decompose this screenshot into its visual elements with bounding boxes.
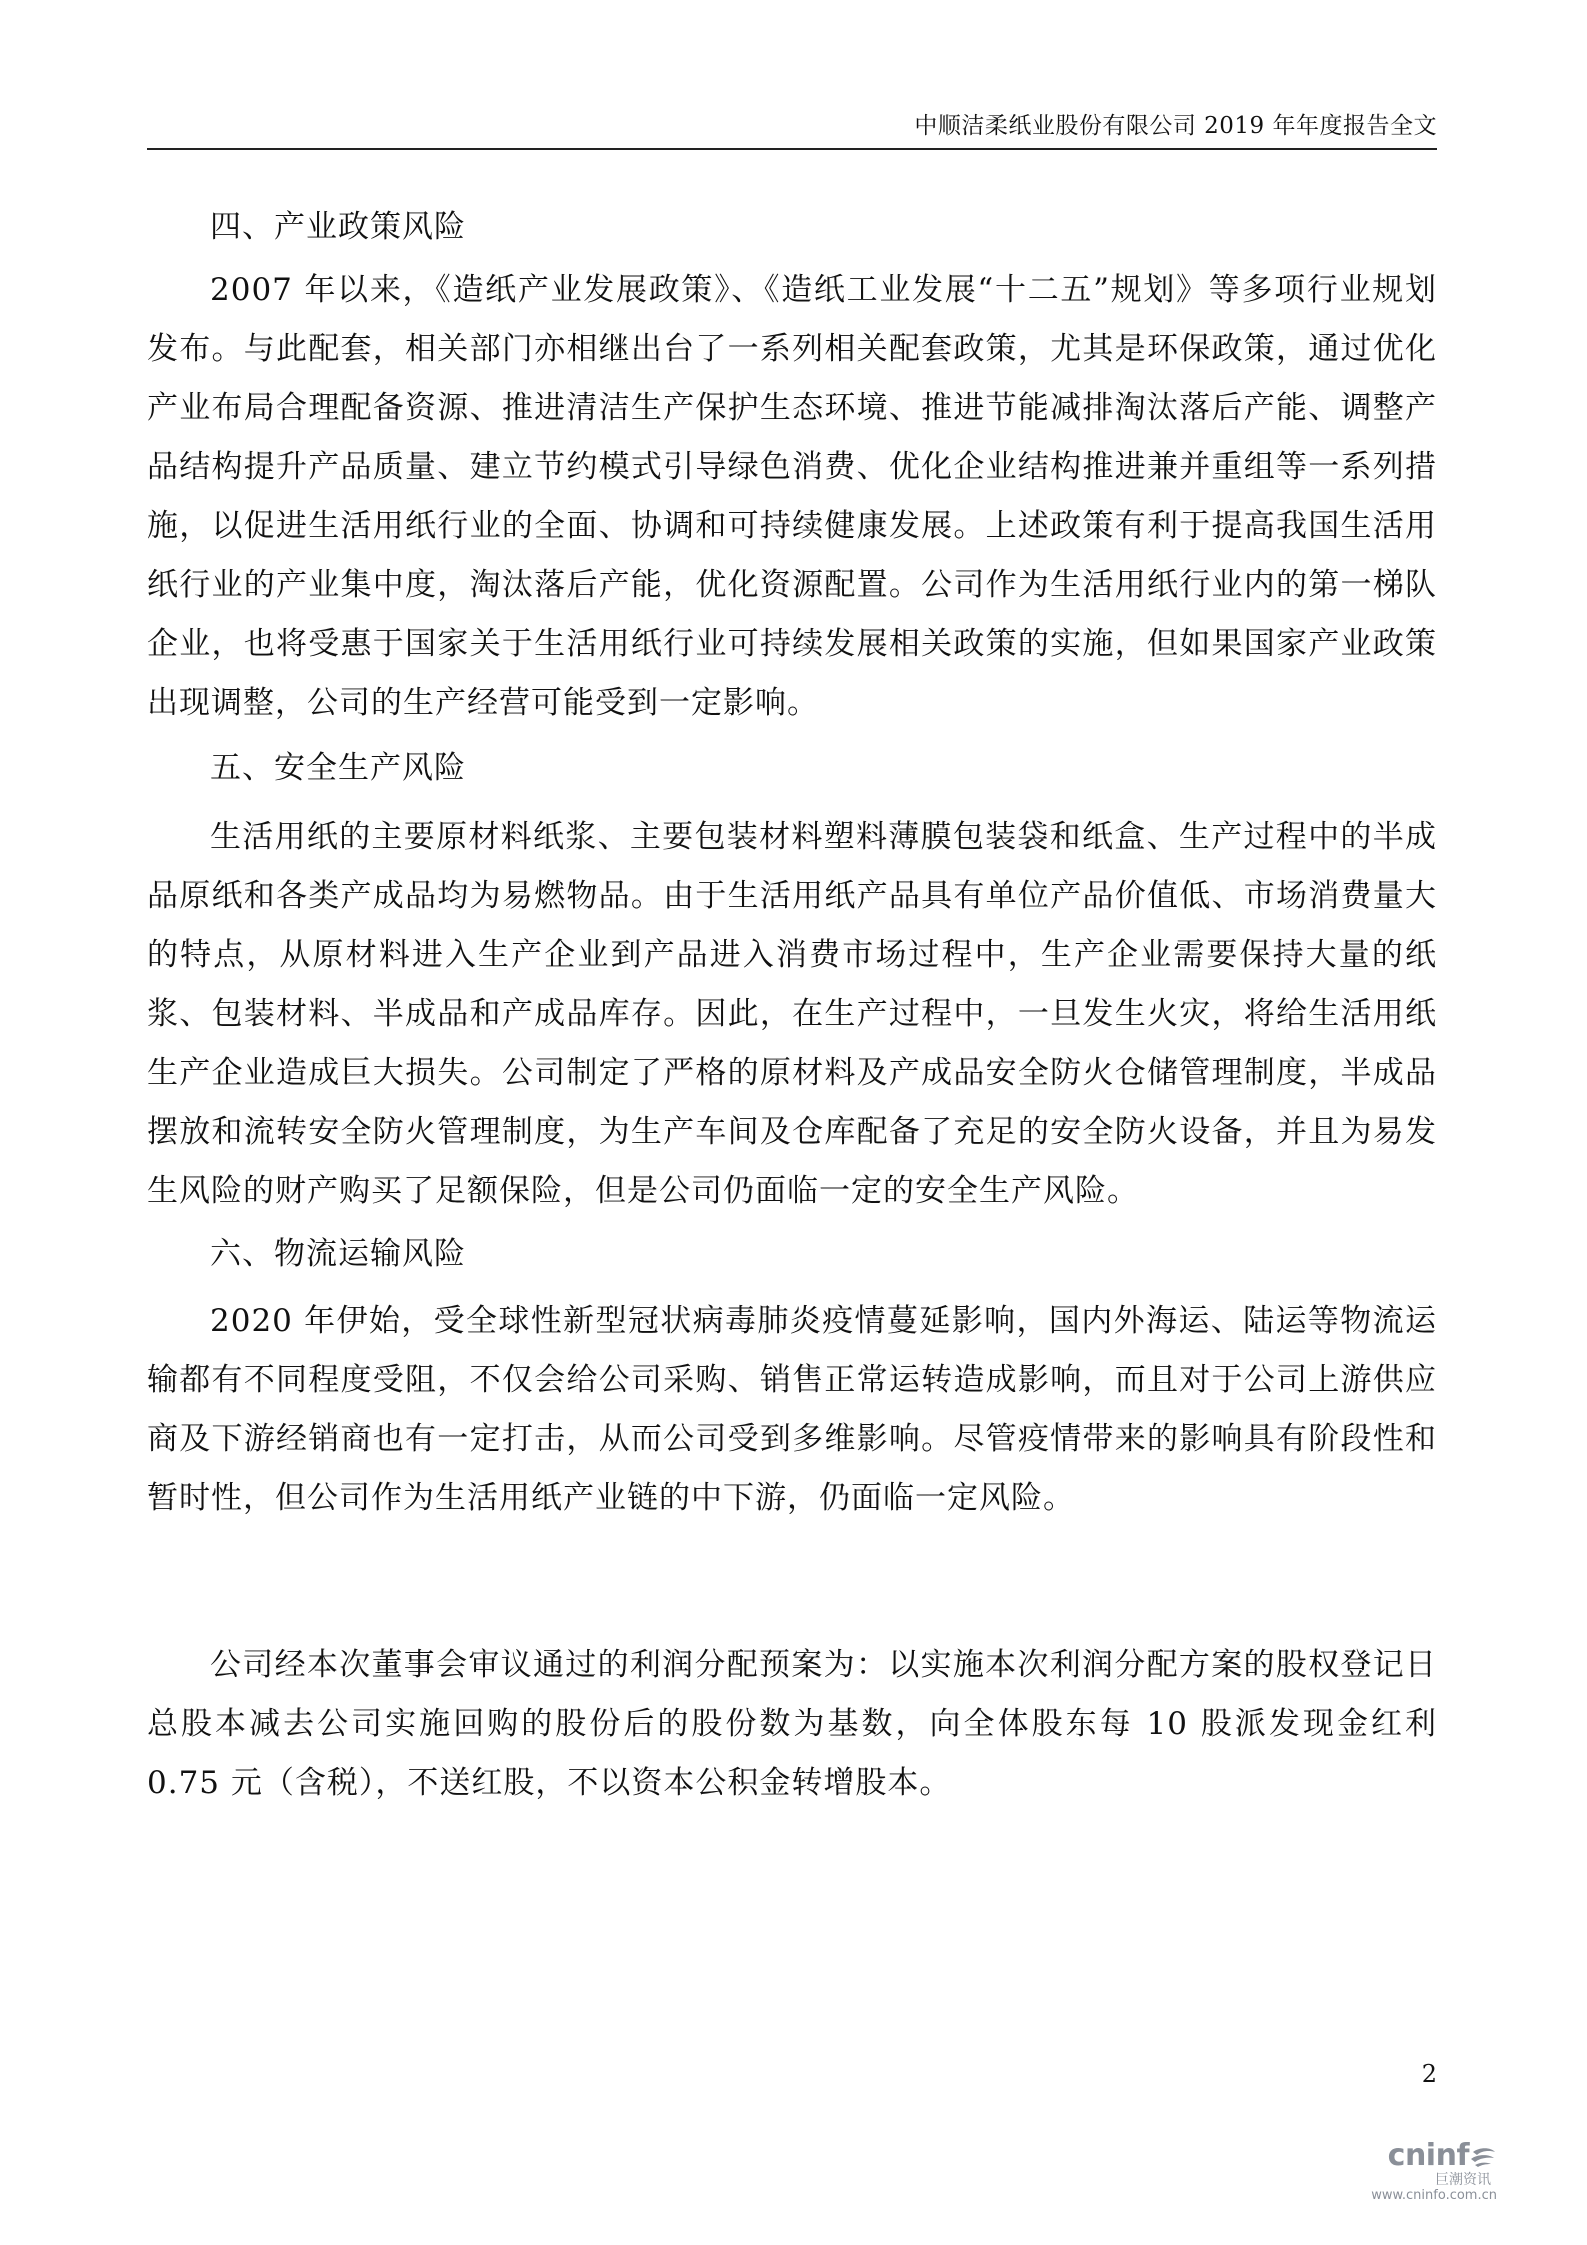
section-heading-safety-risk: 五、安全生产风险 — [210, 750, 466, 786]
section-heading-logistics-risk: 六、物流运输风险 — [210, 1236, 466, 1272]
logo-swirl-icon — [1469, 2146, 1497, 2168]
header-title: 中顺洁柔纸业股份有限公司 2019 年年度报告全文 — [914, 113, 1437, 139]
logo-subtitle: 巨潮资讯 — [1435, 2172, 1491, 2188]
section-heading-policy-risk: 四、产业政策风险 — [210, 209, 466, 245]
section-text-safety-risk: 生活用纸的主要原材料纸浆、主要包装材料塑料薄膜包装袋和纸盒、生产过程中的半成品原纸和各类产成品均为易燃物品。由于生活用纸产品具有单位产品价值低、市场消费量大的特点，从原材料进入生产企业到产品进入消费市场过程中，生产企业需要保持大量的纸浆、包装材料、半成品和产成品库存。因此，在生产过程中，一旦发生火灾，将给生活用纸生产企业造成巨大损失。公司制定了严格的原材料及产成品安全防火仓储管理制度，半成品摆放和流转安全防火管理制度，为生产车间及仓库配备了充足的安全防火设备，并且为易发生风险的财产购买了足额保险，但是公司仍面临一定的安全生产风险。 — [147, 819, 1437, 1209]
cninfo-logo — [1347, 2140, 1497, 2220]
section-text-logistics-risk: 2020 年伊始，受全球性新型冠状病毒肺炎疫情蔓延影响，国内外海运、陆运等物流运输都有不同程度受阻，不仅会给公司采购、销售正常运转造成影响，而且对于公司上游供应商及下游经销商也有一定打击，从而公司受到多维影响。尽管疫情带来的影响具有阶段性和暂时性，但公司作为生活用纸产业链的中下游，仍面临一定风险。 — [147, 1303, 1437, 1516]
logo-brand-text: cninf — [1387, 2138, 1469, 2173]
section-text-policy-risk: 2007 年以来，《造纸产业发展政策》、《造纸工业发展“十二五”规划》等多项行业规划发布。与此配套，相关部门亦相继出台了一系列相关配套政策，尤其是环保政策，通过优化产业布局合理配备资源、推进清洁生产保护生态环境、推进节能减排淘汰落后产能、调整产品结构提升产品质量、建立节约模式引导绿色消费、优化企业结构推进兼并重组等一系列措施，以促进生活用纸行业的全面、协调和可持续健康发展。上述政策有利于提高我国生活用纸行业的产业集中度，淘汰落后产能，优化资源配置。公司作为生活用纸行业内的第一梯队企业，也将受惠于国家关于生活用纸行业可持续发展相关政策的实施，但如果国家产业政策出现调整，公司的生产经营可能受到一定影响。 — [147, 272, 1437, 721]
logo-url: www.cninfo.com.cn — [1371, 2188, 1497, 2203]
document-body — [147, 200, 1437, 1813]
dividend-plan-text: 公司经本次董事会审议通过的利润分配预案为：以实施本次利润分配方案的股权登记日总股本减去公司实施回购的股份后的股份数为基数，向全体股东每 10 股派发现金红利 0.75 元（含税），不送红股，不以资本公积金转增股本。 — [147, 1647, 1437, 1801]
page-header — [147, 108, 1437, 150]
logo-brand-row — [1347, 2140, 1497, 2172]
page-number: 2 — [1421, 2060, 1437, 2088]
